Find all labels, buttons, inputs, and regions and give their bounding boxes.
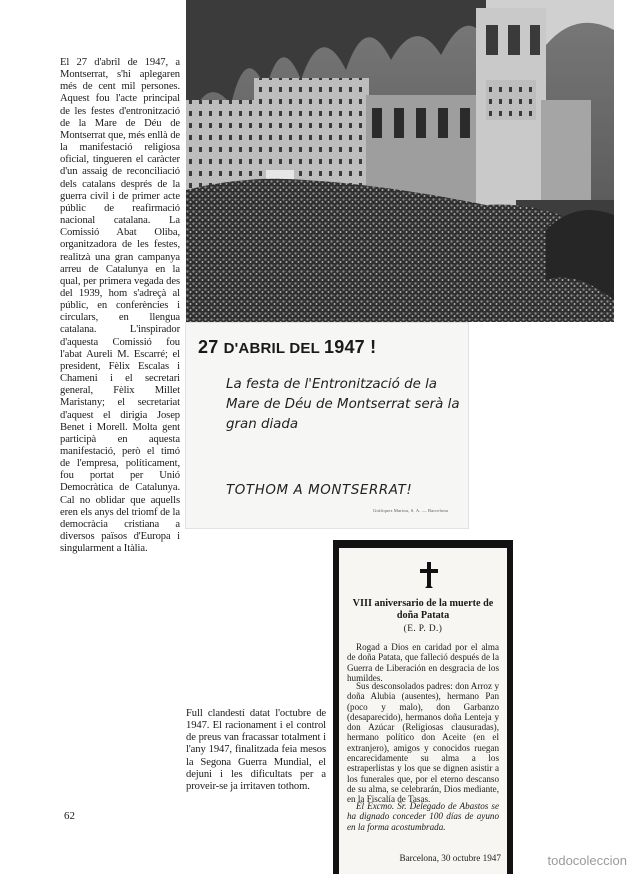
mourning-card-paragraph-2: Sus desconsolados padres: don Arroz y doña Alubia (ausentes), hermano Pan (poco y malo), don Garbanzo (desaparecido), hermanos doña Lenteja y don Azúcar (Religiosas clausuradas), hermano político don Aceite (en el extranjero), amigos y conocidos ruegan encarecidamente su alma a los estraperlistas y los que se dignen asistir a los funerales que, por el eterno descanso de su alma, se celebrarán, Dios mediante, en la Fiscalía de Tasas. (347, 681, 499, 805)
page-number: 62 (64, 810, 75, 822)
poster-headline-day: 27 (198, 337, 224, 357)
poster-slogan: TOTHOM A MONTSERRAT! (226, 483, 413, 498)
mourning-card-signoff: Barcelona, 30 octubre 1947 (399, 853, 501, 863)
mourning-card-paragraph-3: El Excmo. Sr. Delegado de Abastos se ha dignado conceder 100 días de ayuno en la forma acostumbrada. (347, 801, 499, 832)
mourning-card-paragraph-1: Rogad a Dios en caridad por el alma de doña Patata, que falleció después de la Guerra de Liberación en desgracia de los humildes. (347, 642, 499, 683)
mourning-card-rip: (E. P. D.) (403, 624, 443, 634)
poster-headline-year: 1947 ! (324, 337, 377, 357)
poster-printer-credit: Gràfiques Marina, S. A. — Barcelona (373, 508, 448, 513)
mourning-card (333, 540, 513, 874)
poster-headline-month: D'ABRIL DEL (223, 340, 325, 357)
mourning-card-title: VIII aniversario de la muerte de doña Patata (352, 598, 494, 622)
montserrat-crowd-photo (186, 0, 614, 322)
propaganda-poster (186, 323, 468, 528)
poster-headline (198, 337, 376, 358)
article-body-text: El 27 d'abril de 1947, a Montserrat, s'hi aplegaren més de cent mil persones. Aquest fou l'acte principal de les festes d'entronització de la Mare de Déu de Montserrat que, més enllà de la manifestació religiosa oficial, tingueren el caràcter d'un assaig de reconciliació dels catalans després de la guerra civil i de primer acte públic de reafirmació nacional catalana. La Comissió Abat Oliba, organitzadora de les festes, realitzà una gran campanya arreu de Catalunya en la qual, per primera vegada des del 1939, hom s'adreçà al públic, en conferències i circulars, en llengua catalana. L'inspirador d'aquesta Comissió fou l'abat Aureli M. Escarré; el president, Fèlix Escalas i Chameni i el secretari general, Fèlix Millet Maristany; el secretariat d'aquest el dirigia Josep Benet i Morell. Molta gent participà en aquesta manifestació, però el timó de l'empresa, políticament, fou portat per Unió Democràtica de Catalunya. Cal no oblidar que aquells eren els anys del triomf de la democràcia cristiana a diversos països d'Europa i singularment a Itàlia. (60, 57, 180, 555)
mourning-card-inner (339, 548, 507, 874)
watermark: todocoleccion (547, 853, 627, 868)
cross-icon (417, 560, 441, 590)
poster-subtitle: La festa de l'Entronització de la Mare de Déu de Montserrat serà la gran diada (226, 377, 460, 432)
image-caption: Full clandestí datat l'octubre de 1947. El racionament i el control de preus van fracassar totalment i l'any 1947, finalitzada feia mesos la Segona Guerra Mundial, el dejuni i les dificultats per a proveir-se ja irritaven tothom. (186, 708, 326, 792)
